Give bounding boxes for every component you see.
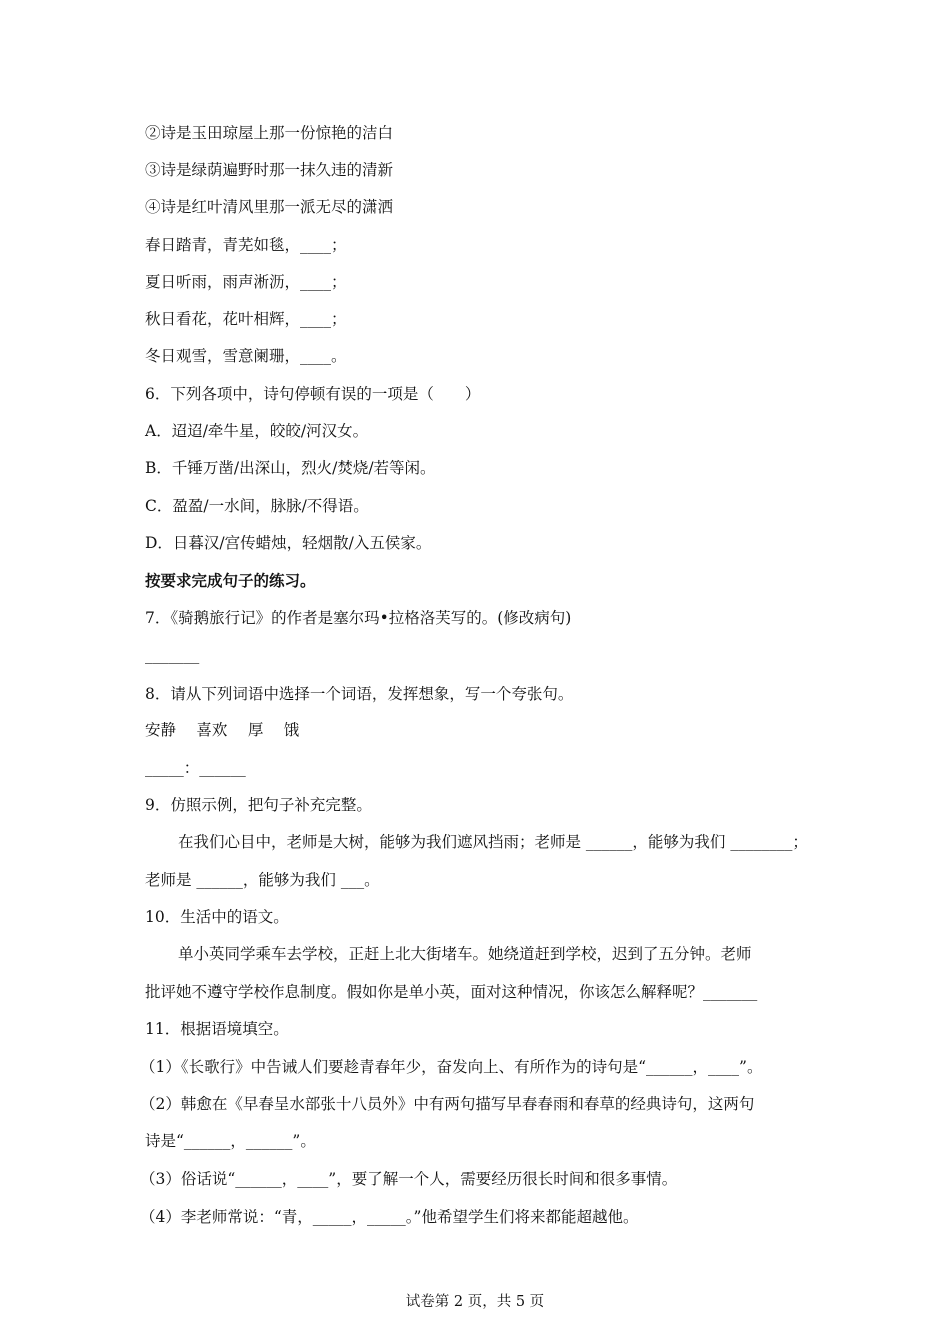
q6-option-c: C．盈盈/一水间，脉脉/不得语。 [145,497,369,515]
q7-stem: 7．《骑鹅旅行记》的作者是塞尔玛•拉格洛芙写的。(修改病句) [145,609,572,627]
q6-option-d: D．日暮汉/宫传蜡烛，轻烟散/入五侯家。 [145,534,432,552]
season-autumn: 秋日看花，花叶相辉，____； [145,310,347,328]
option-2: ②诗是玉田琼屋上那一份惊艳的洁白 [145,124,394,142]
option-3: ③诗是绿荫遍野时那一抹久违的清新 [145,161,394,179]
q11-part4: （4）李老师常说：“青，_____，_____。”他希望学生们将来都能超越他。 [140,1208,639,1226]
q11-part2a: （2）韩愈在《早春呈水部张十八员外》中有两句描写早春春雨和春草的经典诗句，这两句 [140,1095,755,1113]
q6-option-a: A．迢迢/牵牛星，皎皎/河汉女。 [145,422,369,440]
q6-stem: 6．下列各项中，诗句停顿有误的一项是（ ） [145,385,481,403]
q11-part1: （1）《长歌行》中告诫人们要趁青春年少，奋发向上、有所作为的诗句是“______，____”。 [140,1058,763,1076]
season-summer: 夏日听雨，雨声淅沥，____； [145,273,347,291]
page-footer: 试卷第 2 页，共 5 页 [405,1294,545,1310]
q9-stem: 9．仿照示例，把句子补充完整。 [145,796,372,814]
q8-stem: 8．请从下列词语中选择一个词语，发挥想象，写一个夸张句。 [145,685,574,703]
q10-line1: 单小英同学乘车去学校，正赶上北大街堵车。她绕道赶到学校，迟到了五分钟。老师 [178,945,752,963]
section-title: 按要求完成句子的练习。 [145,572,316,590]
q10-stem: 10．生活中的语文。 [145,908,289,926]
q10-line2: 批评她不遵守学校作息制度。假如你是单小英，面对这种情况，你该怎么解释呢？_______ [145,983,758,1001]
q7-answer-line: _______ [145,646,200,664]
q11-stem: 11．根据语境填空。 [145,1020,289,1038]
q11-part3: （3）俗话说“______，____”，要了解一个人，需要经历很长时间和很多事情。 [140,1170,678,1188]
q9-line1: 在我们心目中，老师是大树，能够为我们遮风挡雨；老师是 ______，能够为我们 ________； [178,833,808,851]
q11-part2b: 诗是“______，______”。 [145,1132,316,1150]
q6-option-b: B．千锤万凿/出深山，烈火/焚烧/若等闲。 [145,459,436,477]
season-spring: 春日踏青，青芜如毯，____； [145,236,347,254]
q8-answer-line: _____：______ [145,759,246,777]
q9-line2: 老师是 ______，能够为我们 ___。 [145,871,380,889]
season-winter: 冬日观雪，雪意阑珊，____。 [145,347,347,365]
option-4: ④诗是红叶清风里那一派无尽的潇洒 [145,198,394,216]
q8-word-choices: 安静 喜欢 厚 饿 [145,721,300,739]
